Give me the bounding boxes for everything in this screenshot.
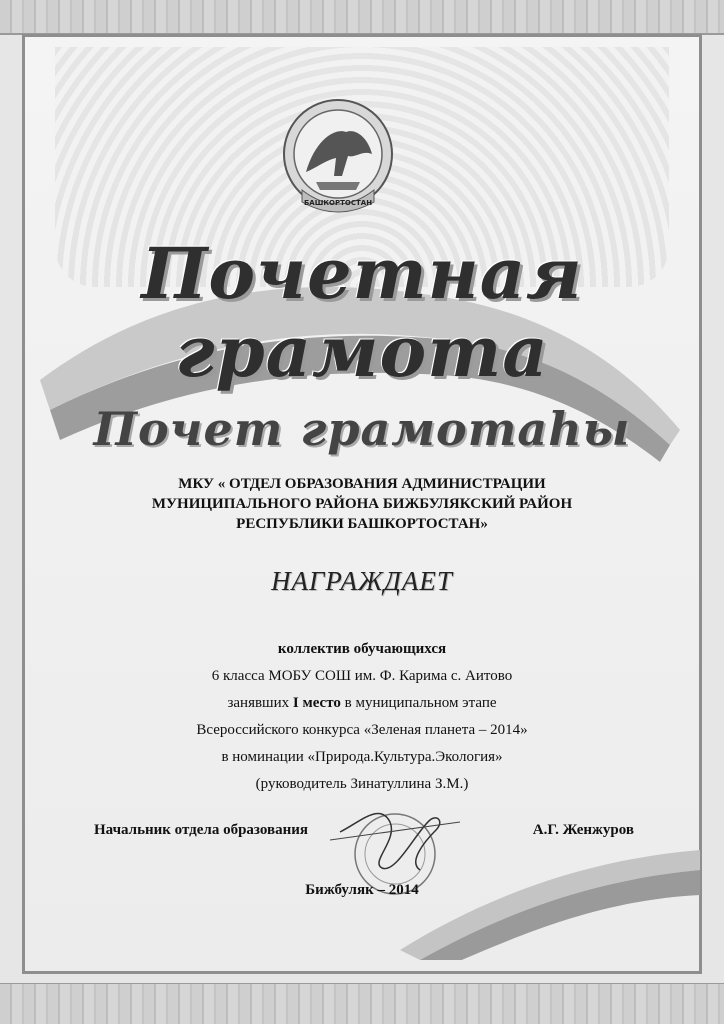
recipient-line [100, 690, 624, 717]
recipient-line: в номинации «Природа.Культура.Экология» [221, 749, 503, 765]
organization-line: РЕСПУБЛИКИ БАШКОРТОСТАН» [236, 516, 488, 532]
bashkortostan-emblem [276, 98, 400, 216]
emblem-label: БАШКОРТОСТАН [303, 199, 373, 207]
place-rank: I место [292, 695, 341, 711]
signature-row [94, 822, 654, 846]
recipient-line: 6 класса МОБУ СОШ им. Ф. Карима с. Аитово [211, 668, 513, 684]
signer-position: Начальник отдела образования [94, 822, 308, 838]
title-bashkir: Почет грамотаһы [93, 402, 631, 456]
title-line-2: грамота [175, 310, 549, 393]
title-line-1: Почетная [141, 232, 583, 315]
place-prefix: занявших [227, 695, 293, 711]
organization-name [100, 474, 624, 534]
recipient-line: Всероссийского конкурса «Зеленая планета – 2014» [196, 722, 528, 738]
recipient-line: (руководитель Зинатуллина З.М.) [255, 776, 469, 792]
organization-line: МУНИЦИПАЛЬНОГО РАЙОНА БИЖБУЛЯКСКИЙ РАЙОН [151, 496, 573, 512]
top-pattern-strip [0, 0, 724, 34]
place-and-year: Бижбуляк – 2014 [305, 882, 419, 898]
recipient-text [100, 636, 624, 798]
bottom-pattern-strip [0, 984, 724, 1024]
organization-line: МКУ « ОТДЕЛ ОБРАЗОВАНИЯ АДМИНИСТРАЦИИ [178, 476, 546, 492]
signer-name: А.Г. Женжуров [532, 822, 634, 838]
recipient-line: коллектив обучающихся [277, 641, 447, 657]
place-suffix: в муниципальном этапе [340, 695, 497, 711]
award-heading: НАГРАЖДАЕТ [271, 566, 453, 596]
